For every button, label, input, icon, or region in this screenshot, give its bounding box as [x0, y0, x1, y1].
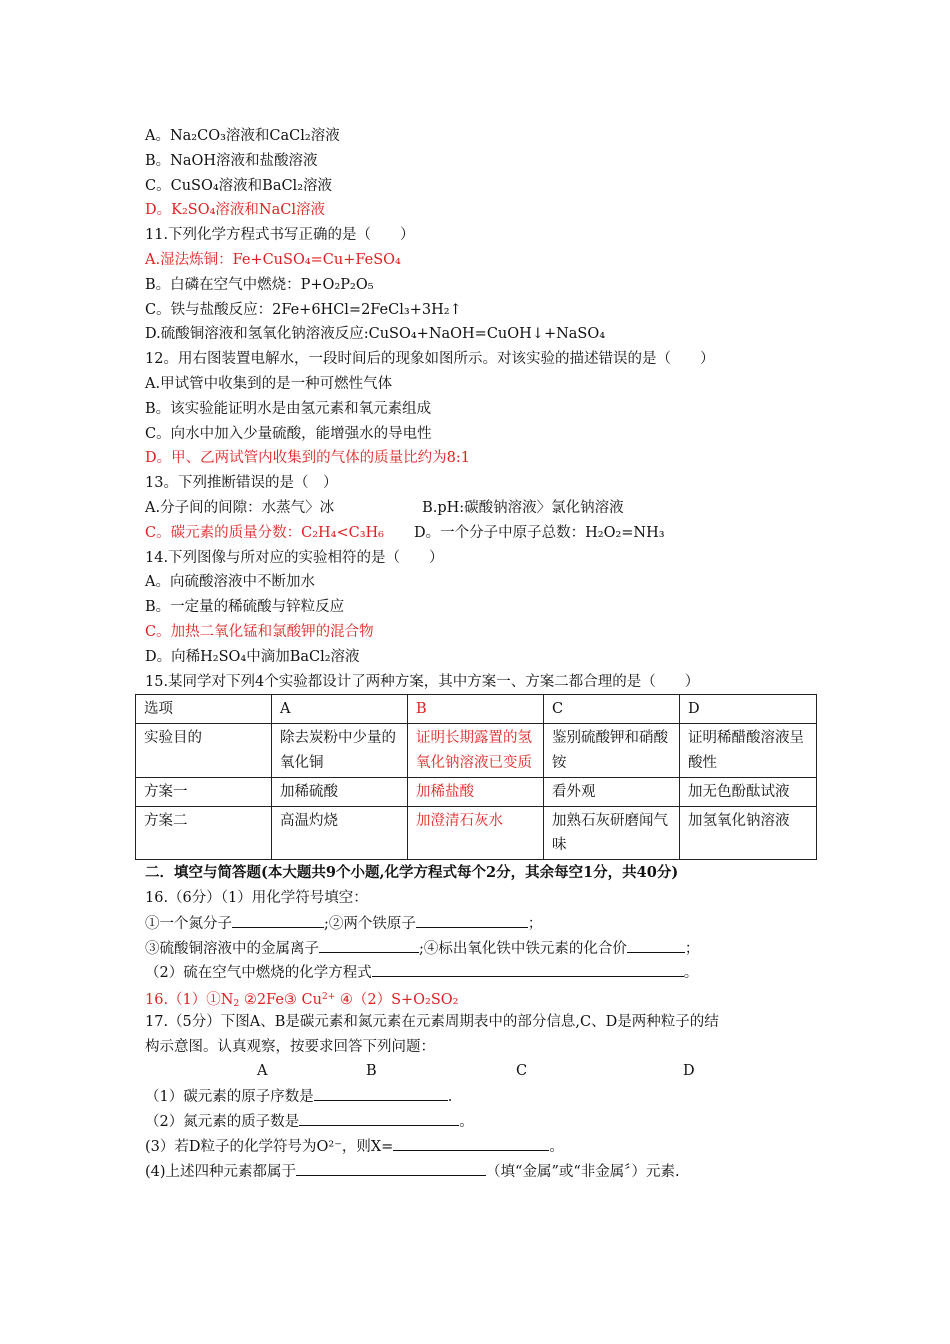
q16-line3	[145, 960, 817, 985]
table-cell: 除去炭粉中少量的氧化铜	[272, 724, 408, 778]
table-cell: 证明长期露置的氢氧化钠溶液已变质	[408, 724, 544, 778]
punctuation: 。	[459, 1114, 474, 1131]
q13-option-c-answer: C。碳元素的质量分数：C₂H₄<C₃H₆	[145, 524, 384, 541]
table-cell: 加澄清石灰水	[408, 806, 544, 860]
answer-blank[interactable]	[232, 911, 324, 928]
q14-option-c-answer: C。加热二氧化锰和氯酸钾的混合物	[145, 623, 374, 640]
q13-option-d: D。一个分子中原子总数：H₂O₂=NH₃	[413, 524, 665, 541]
answer-text: ④（2）S+O₂SO₂	[335, 992, 459, 1009]
table-cell: 高温灼烧	[272, 806, 408, 860]
question-text: (3）若D粒子的化学符号为O²⁻，则X=	[145, 1138, 394, 1155]
q12-option-c: C。向水中加入少量硫酸，能增强水的导电性	[145, 425, 432, 442]
q10-option-d-answer: D。K₂SO₄溶液和NaCl溶液	[145, 202, 325, 219]
punctuation: ；	[527, 915, 543, 932]
q13-options-ab	[145, 496, 817, 521]
table-row	[136, 806, 817, 860]
q16-line2	[145, 936, 817, 961]
q16-label-nitrogen-molecule: ①一个氮分子	[145, 915, 232, 932]
answer-blank[interactable]	[393, 1134, 549, 1151]
table-cell: 证明稀醋酸溶液呈酸性	[680, 724, 817, 778]
q13-option-b: B.pH:碳酸钠溶液〉氯化钠溶液	[422, 499, 624, 516]
question-text: （1）碳元素的原子序数是	[145, 1089, 314, 1106]
punctuation: 。	[683, 965, 699, 982]
exam-page	[145, 124, 817, 1183]
q16-line1	[145, 911, 817, 936]
q16-label-sulfur-equation: （2）硫在空气中燃烧的化学方程式	[145, 965, 372, 982]
q16-label-metal-ion: ③硫酸铜溶液中的金属离子	[145, 940, 319, 957]
answer-subscript: 2	[233, 999, 240, 1010]
q15-stem: 15.某同学对下列4个实验都设计了两种方案，其中方案一、方案二都合理的是（ ）	[145, 673, 700, 690]
question-text: (4)上述四种元素都属于	[145, 1163, 297, 1180]
answer-superscript: 2+	[321, 992, 336, 1003]
figure-label-d: D	[683, 1063, 695, 1080]
q11-option-c: C。铁与盐酸反应：2Fe+6HCl=2FeCl₃+3H₂↑	[145, 301, 462, 318]
section2-title: 二．填空与简答题(本大题共9个小题,化学方程式每个2分，其余每空1分，共40分)	[145, 864, 679, 882]
punctuation: ；	[684, 940, 700, 957]
q17-part1	[145, 1084, 817, 1109]
table-row	[136, 777, 817, 806]
answer-blank[interactable]	[416, 911, 528, 928]
q16-answer	[145, 985, 817, 1010]
q16-stem: 16.（6分）（1）用化学符号填空：	[145, 889, 368, 906]
figure-label-b: B	[366, 1063, 377, 1080]
table-cell: 实验目的	[136, 724, 272, 778]
q17-part4	[145, 1159, 817, 1184]
q17-stem-line1: 17.（5分）下图A、B是碳元素和氮元素在元素周期表中的部分信息,C、D是两种粒子的结	[145, 1013, 719, 1030]
question-text: （2）氮元素的质子数是	[145, 1114, 300, 1131]
table-cell: D	[680, 695, 817, 724]
q14-option-d: D。向稀H₂SO₄中滴加BaCl₂溶液	[145, 648, 360, 665]
q14-option-a: A。向硫酸溶液中不断加水	[145, 574, 315, 591]
q12-option-a: A.甲试管中收集到的是一种可燃性气体	[145, 375, 393, 392]
q11-option-a-answer: A.湿法炼铜：Fe+CuSO₄=Cu+FeSO₄	[145, 251, 401, 268]
table-cell: 加无色酚酞试液	[680, 777, 817, 806]
answer-text: 16.（1）①N	[145, 992, 234, 1009]
table-cell: C	[544, 695, 680, 724]
q11-option-d: D.硫酸铜溶液和氢氧化钠溶液反应:CuSO₄+NaOH=CuOH↓+NaSO₄	[145, 326, 606, 343]
table-cell: 方案一	[136, 777, 272, 806]
question-text: （填“金属”或“非金属〞）元素.	[486, 1163, 680, 1180]
answer-blank[interactable]	[372, 960, 684, 977]
table-cell: A	[272, 695, 408, 724]
q17-figure-labels	[145, 1059, 817, 1084]
q10-option-b: B。NaOH溶液和盐酸溶液	[145, 152, 318, 169]
answer-blank[interactable]	[627, 936, 685, 953]
q14-stem: 14.下列图像与所对应的实验相符的是（ ）	[145, 549, 444, 566]
table-header-row	[136, 695, 817, 724]
answer-blank[interactable]	[299, 1109, 459, 1126]
table-row	[136, 724, 817, 778]
q14-option-b: B。一定量的稀硫酸与锌粒反应	[145, 599, 345, 616]
q15-table	[135, 694, 817, 860]
answer-blank[interactable]	[319, 936, 419, 953]
table-cell: 看外观	[544, 777, 680, 806]
table-cell: B	[408, 695, 544, 724]
table-cell: 加氢氧化钠溶液	[680, 806, 817, 860]
table-cell: 加稀硫酸	[272, 777, 408, 806]
table-cell: 方案二	[136, 806, 272, 860]
q17-part2	[145, 1109, 817, 1134]
q12-option-b: B。该实验能证明水是由氢元素和氧元素组成	[145, 400, 432, 417]
q13-options-cd	[145, 521, 817, 546]
table-cell: 加熟石灰研磨闻气味	[544, 806, 680, 860]
q17-stem-line2: 构示意图。认真观察，按要求回答下列问题：	[145, 1038, 435, 1055]
punctuation: .	[447, 1089, 453, 1106]
q17-part3	[145, 1134, 817, 1159]
answer-blank[interactable]	[314, 1084, 448, 1101]
answer-text: ②2Fe③ Cu	[239, 992, 322, 1009]
table-cell: 鉴别硫酸钾和硝酸铵	[544, 724, 680, 778]
q12-option-d-answer: D。甲、乙两试管内收集到的气体的质量比约为8:1	[145, 450, 470, 467]
q13-stem: 13。下列推断错误的是（ ）	[145, 475, 338, 492]
q11-stem: 11.下列化学方程式书写正确的是（ ）	[145, 227, 415, 244]
q16-label-iron-atoms: ;②两个铁原子	[324, 915, 416, 932]
punctuation: 。	[549, 1138, 564, 1155]
answer-blank[interactable]	[296, 1159, 486, 1176]
q10-option-c: C。CuSO₄溶液和BaCl₂溶液	[145, 177, 333, 194]
figure-label-c: C	[516, 1063, 528, 1080]
table-cell: 加稀盐酸	[408, 777, 544, 806]
q10-option-a: A。Na₂CO₃溶液和CaCl₂溶液	[145, 128, 340, 144]
q12-stem: 12。用右图装置电解水，一段时间后的现象如图所示。对该实验的描述错误的是（ ）	[145, 351, 715, 368]
q13-option-a: A.分子间的间隙：水蒸气〉冰	[145, 499, 335, 516]
figure-label-a: A	[257, 1063, 268, 1080]
table-cell: 选项	[136, 695, 272, 724]
q16-label-valence: ;④标出氧化铁中铁元素的化合价	[419, 940, 627, 957]
q11-option-b: B。白磷在空气中燃烧：P+O₂P₂O₅	[145, 276, 374, 293]
